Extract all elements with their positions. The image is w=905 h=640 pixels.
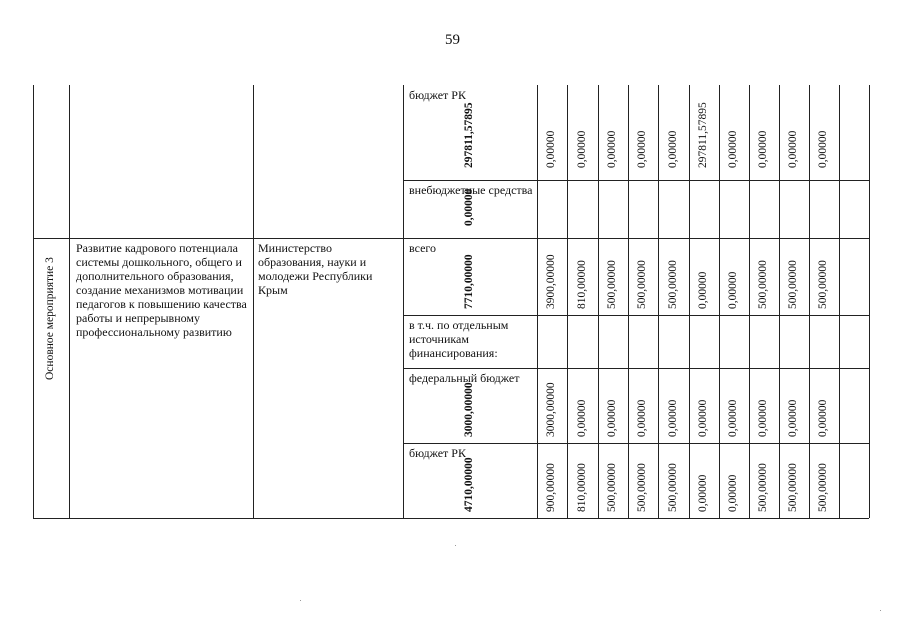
value-cell-ev-2-6-text: 0,00000	[697, 399, 709, 437]
row-divider-ev2	[403, 368, 869, 369]
value-column-divider-10	[809, 85, 810, 518]
value-cell-ev-2-9-text: 0,00000	[787, 399, 799, 437]
executor-column-divider	[253, 85, 254, 518]
value-cell-ev-0-3-text: 500,00000	[606, 260, 618, 309]
value-cell-ev-0-10-text: 500,00000	[817, 260, 829, 309]
value-cell-ev-0-5-text: 500,00000	[666, 260, 679, 309]
value-cell-prev-0-1-text: 0,00000	[545, 130, 557, 168]
source-label-ev-3: бюджет РК	[409, 446, 466, 460]
table-bottom-border	[33, 518, 869, 519]
value-cell-ev-2-3-text: 0,00000	[606, 399, 618, 437]
value-cell-ev-3-3-text: 500,00000	[606, 463, 618, 512]
value-cell-ev-3-5-text: 500,00000	[666, 463, 679, 512]
value-cell-prev-0-4-text: 0,00000	[636, 130, 648, 168]
value-cell-prev-0-7-text: 0,00000	[727, 130, 739, 168]
value-cell-prev-1-0-text: 0,00000	[463, 188, 475, 226]
value-cell-ev-3-0-text: 4710,00000	[463, 457, 475, 512]
value-cell-ev-0-1-text: 3900,00000	[545, 254, 557, 309]
value-column-divider-7	[719, 85, 720, 518]
row-divider-prev	[403, 180, 869, 181]
event-description: Развитие кадрового потенциала системы дошкольного, общего и дополнительного образования, создание механизмов мотивации педагогов к повышению качества работы и непрерывному профессиональному развитию	[76, 241, 247, 339]
value-cell-prev-0-8-text: 0,00000	[757, 130, 769, 168]
description-column-divider	[69, 85, 70, 518]
value-column-divider-9	[779, 85, 780, 518]
table-left-border	[33, 85, 34, 518]
value-cell-ev-2-0-text: 3000,00000	[463, 382, 475, 437]
value-column-divider-8	[749, 85, 750, 518]
value-cell-ev-2-10-text: 0,00000	[817, 399, 829, 437]
value-cell-ev-3-1-text: 900,00000	[545, 463, 557, 512]
scan-speck-0	[455, 545, 456, 546]
event3-top-border	[33, 238, 869, 239]
value-cell-ev-3-7-text: 0,00000	[727, 474, 739, 512]
event-executor: Министерство образования, науки и молодежи Республики Крым	[258, 241, 373, 297]
value-cell-prev-0-3-text: 0,00000	[606, 130, 618, 168]
value-cell-ev-2-7-text: 0,00000	[727, 399, 739, 437]
value-cell-ev-0-2-text: 810,00000	[575, 260, 588, 309]
value-cell-ev-2-2-text: 0,00000	[575, 399, 588, 437]
value-cell-ev-0-8-text: 500,00000	[757, 260, 769, 309]
scan-speck-1	[880, 610, 881, 611]
page-number: 59	[445, 32, 460, 48]
value-column-divider-2	[567, 85, 568, 518]
source-label-ev-0: всего	[409, 241, 437, 255]
value-cell-ev-2-1-text: 3000,00000	[545, 382, 557, 437]
value-cell-ev-0-6-text: 0,00000	[697, 271, 709, 309]
value-column-divider-1	[537, 85, 538, 518]
value-column-divider-3	[598, 85, 599, 518]
value-cell-prev-0-9-text: 0,00000	[787, 130, 799, 168]
value-cell-ev-3-6-text: 0,00000	[697, 474, 709, 512]
value-cell-ev-2-8-text: 0,00000	[757, 399, 769, 437]
value-column-divider-12	[869, 85, 870, 518]
row-divider-ev1	[403, 315, 869, 316]
value-cell-ev-0-7-text: 0,00000	[727, 271, 739, 309]
value-column-divider-5	[658, 85, 659, 518]
scan-speck-2	[300, 600, 301, 601]
value-cell-ev-3-4-text: 500,00000	[636, 463, 648, 512]
row-divider-ev3	[403, 443, 869, 444]
value-cell-ev-3-9-text: 500,00000	[787, 463, 799, 512]
value-cell-prev-0-2-text: 0,00000	[575, 130, 588, 168]
value-cell-prev-0-5-text: 0,00000	[666, 130, 679, 168]
value-column-divider-0	[403, 85, 404, 518]
value-column-divider-4	[628, 85, 629, 518]
value-cell-ev-3-8-text: 500,00000	[757, 463, 769, 512]
value-cell-ev-0-9-text: 500,00000	[787, 260, 799, 309]
value-cell-ev-2-4-text: 0,00000	[636, 399, 648, 437]
value-cell-ev-3-10-text: 500,00000	[817, 463, 829, 512]
value-cell-ev-0-4-text: 500,00000	[636, 260, 648, 309]
value-cell-prev-0-6-text: 297811,57895	[697, 102, 709, 168]
value-cell-ev-0-0-text: 7710,00000	[463, 254, 475, 309]
source-label-ev-2: федеральный бюджет	[409, 371, 520, 385]
value-column-divider-6	[689, 85, 690, 518]
event-label-text: Основное мероприятие 3	[44, 257, 56, 380]
value-cell-prev-0-10-text: 0,00000	[817, 130, 829, 168]
source-label-ev-1: в т.ч. по отдельным источникам финансирования:	[409, 318, 509, 360]
source-label-prev-0: бюджет РК	[409, 88, 466, 102]
value-cell-ev-3-2-text: 810,00000	[575, 463, 588, 512]
source-label-prev-1: внебюджетные средства	[409, 183, 533, 197]
value-cell-ev-2-5-text: 0,00000	[666, 399, 679, 437]
value-column-divider-11	[839, 85, 840, 518]
value-cell-prev-0-0-text: 297811,57895	[463, 102, 475, 168]
